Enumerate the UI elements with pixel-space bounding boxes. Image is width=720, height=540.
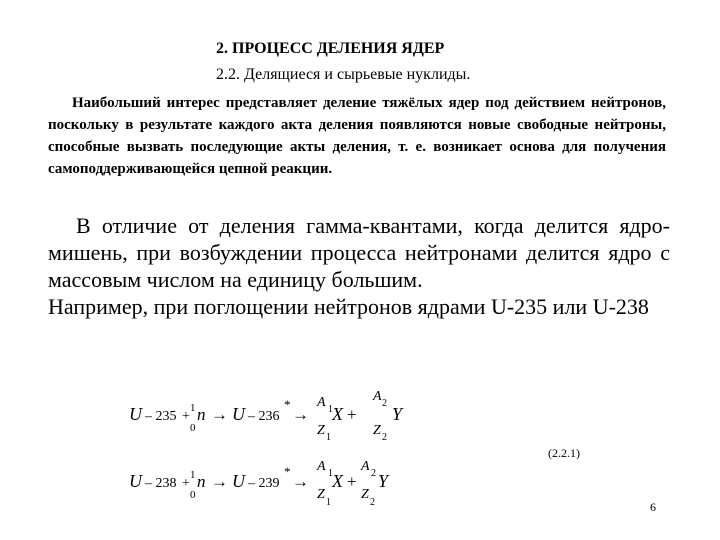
eq2-frag1-a-sub: 1 bbox=[328, 468, 333, 479]
eq1-compound: U bbox=[232, 404, 245, 424]
eq1-frag1-a: A bbox=[317, 395, 326, 410]
eq2-plus2: + bbox=[347, 472, 357, 491]
eq2-target: U bbox=[129, 471, 142, 491]
eq2-target-mass: – 238 bbox=[145, 476, 177, 491]
slide-title: 2. ПРОЦЕСС ДЕЛЕНИЯ ЯДЕР bbox=[216, 40, 445, 57]
eq2-frag1: X bbox=[332, 471, 343, 491]
eq2-compound: U bbox=[232, 471, 245, 491]
eq1-neutron-z: 0 bbox=[190, 422, 196, 434]
eq1-target: U bbox=[129, 404, 142, 424]
eq2-frag1-a: A bbox=[317, 459, 326, 474]
eq1-arrow: → bbox=[211, 405, 228, 424]
eq1-compound-mass: – 236 bbox=[248, 409, 280, 424]
eq2-arrow2: → bbox=[292, 472, 309, 491]
eq1-frag1: X bbox=[332, 404, 343, 424]
equation-number: (2.2.1) bbox=[548, 446, 580, 460]
eq2-arrow: → bbox=[211, 472, 228, 491]
eq2-neutron-a: 1 bbox=[190, 469, 196, 481]
eq2-frag2-z: Z bbox=[361, 487, 369, 502]
eq1-frag2-z: Z bbox=[373, 423, 381, 438]
eq2-plus: + bbox=[182, 476, 190, 491]
eq2-frag2-a-sub: 2 bbox=[371, 468, 376, 479]
eq2-frag1-z: Z bbox=[317, 487, 325, 502]
eq2-frag2: Y bbox=[378, 471, 389, 491]
main-paragraph-part2: Например, при поглощении нейтронов ядрами U-235 или U-238 bbox=[48, 294, 649, 319]
eq1-frag1-a-sub: 1 bbox=[328, 404, 333, 415]
slide-subtitle: 2.2. Делящиеся и сырьевые нуклиды. bbox=[216, 66, 471, 83]
page-number: 6 bbox=[650, 500, 656, 514]
eq2-neutron: n bbox=[197, 472, 206, 491]
eq1-frag2-a: A bbox=[373, 389, 382, 404]
eq2-frag2-a: A bbox=[361, 459, 370, 474]
eq2-frag1-z-sub: 1 bbox=[326, 497, 331, 508]
eq2-neutron-z: 0 bbox=[190, 489, 196, 501]
equation-2 bbox=[129, 459, 390, 508]
eq1-frag2-a-sub: 2 bbox=[382, 398, 387, 409]
eq1-frag2: Y bbox=[392, 404, 403, 424]
eq2-star: * bbox=[284, 464, 291, 479]
eq1-star: * bbox=[284, 397, 291, 412]
equation-1 bbox=[129, 389, 404, 443]
main-paragraph-part1: В отличие от деления гамма-квантами, когда делится ядро-мишень, при возбуждении процесса нейтронами делится ядро с массовым числом на единицу большим. bbox=[48, 213, 670, 292]
eq1-neutron-a: 1 bbox=[190, 402, 196, 414]
eq1-plus2: + bbox=[347, 405, 357, 424]
bold-paragraph: Наибольший интерес представляет деление тяжёлых ядер под действием нейтронов, поскольку в результате каждого акта деления появляются новые свободные нейтроны, способные вызвать последующие акты деления, т. е. возникает основа для получения самоподдерживающейся цепной реакции. bbox=[48, 95, 666, 177]
eq1-arrow2: → bbox=[292, 405, 309, 424]
eq1-frag1-z-sub: 1 bbox=[326, 432, 331, 443]
eq1-neutron: n bbox=[197, 405, 206, 424]
eq1-target-mass: – 235 bbox=[145, 409, 177, 424]
eq1-frag1-z: Z bbox=[317, 423, 325, 438]
eq1-frag2-z-sub: 2 bbox=[382, 432, 387, 443]
eq1-plus: + bbox=[182, 409, 190, 424]
eq2-compound-mass: – 239 bbox=[248, 476, 280, 491]
eq2-frag2-z-sub: 2 bbox=[370, 497, 375, 508]
